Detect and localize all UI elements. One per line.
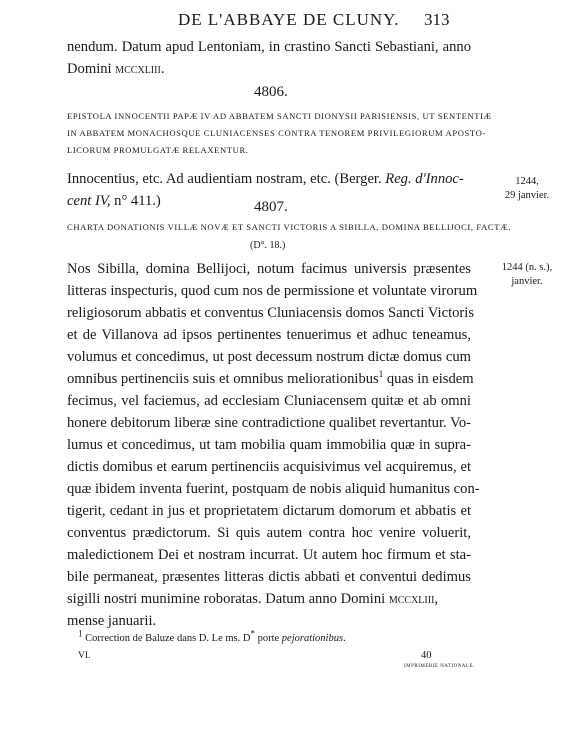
margin-note-year-4807: 1244 (n. s.), (501, 262, 553, 273)
margin-note-month-4807: janvier. (511, 276, 543, 287)
charter-line-4: et de Villanova ad ipsos pertinentes tenuerimus et adhuc teneamus, (67, 327, 471, 343)
charter-line-7: fecimus, vel faciemus, ad ecclesiam Cluniacensem quitæ et ab omni (67, 393, 471, 409)
entry-4806-heading-line-2: IN ABBATEM MONACHOSQUE CLUNIACENSES CONTRA TENOREM PRIVILEGIORUM APOSTO- (67, 128, 486, 138)
running-header-title: DE L'ABBAYE DE CLUNY. (178, 10, 400, 29)
entry-number-4807: 4807. (254, 199, 288, 215)
entry-4806-text-line-1: Innocentius, etc. Ad audientiam nostram, etc. (Berger. Reg. d'Innoc- (67, 171, 464, 187)
entry-4807-source: (D°. 18.) (250, 240, 286, 251)
footnote-reference: 1 (378, 369, 384, 380)
page-number: 313 (424, 10, 450, 29)
printer-imprint: IMPRIMERIE NATIONALE. (404, 664, 475, 669)
margin-note-year-4806: 1244, (515, 176, 539, 187)
charter-line-12: tigerit, cedant in jus et proprietatem dictarum domorum et abbatis et (67, 503, 471, 519)
continuation-line-2: Domini MCCXLIII. (67, 61, 165, 77)
footnote: 1 Correction de Baluze dans D. Le ms. D* porte pejorationibus. (78, 628, 346, 644)
charter-line-1: Nos Sibilla, domina Bellijoci, notum facimus universis præsentes (67, 261, 471, 277)
charter-last-line: mense januarii. (67, 613, 157, 629)
charter-line-15: bile permaneat, præsentes litteras dictis abbati et conventui dedimus (67, 569, 471, 585)
signature-number: 40 (421, 650, 432, 661)
entry-4806-heading-line-1: EPISTOLA INNOCENTII PAPÆ IV AD ABBATEM SANCTI DIONYSII PARISIENSIS, UT SENTENTIÆ (67, 111, 492, 121)
charter-line-16: sigilli nostri munimine roboratas. Datum anno Domini MCCXLIII, (67, 591, 439, 607)
entry-4806-heading-line-3: LICORUM PROMULGATÆ RELAXENTUR. (67, 145, 249, 155)
charter-line-8: honere debitorum liberæ sine contradictione qualibet revertantur. Vo- (67, 415, 471, 431)
charter-line-9: lumus et concedimus, ut tam mobilia quam immobilia quæ in supra- (67, 437, 471, 453)
entry-number-4806: 4806. (254, 84, 288, 100)
entry-4806-text-line-2: cent IV, n° 411.) (67, 193, 161, 209)
date-roman-numeral: MCCXLIII (115, 65, 161, 76)
continuation-line-1: nendum. Datum apud Lentoniam, in crastino Sancti Sebastiani, anno (67, 39, 471, 55)
charter-line-13: conventus prædictorum. Si quis autem contra hoc venire voluerit, (67, 525, 471, 541)
signature-volume: VI. (78, 651, 91, 661)
entry-4807-heading: CHARTA DONATIONIS VILLÆ NOVÆ ET SANCTI VICTORIS A SIBILLA, DOMINA BELLIJOCI, FACTÆ. (67, 222, 512, 232)
footnote-mark: 1 (78, 628, 83, 639)
charter-line-5: volumus et concedimus, ut post decessum nostrum dictæ domus cum (67, 349, 471, 365)
margin-note-date-4806: 29 janvier. (504, 190, 550, 201)
charter-line-6: omnibus pertinenciis suis et omnibus meliorationibus$^1$ quas in eisdem (67, 369, 474, 387)
charter-date-roman-numeral: MCCXLIII (388, 595, 435, 606)
charter-line-3: religiosorum abbatis et conventus Cluniacensis domos Sancti Victoris (67, 305, 475, 321)
charter-line-11: quæ ibidem inventa fuerint, postquam de nobis aliquid humanitus con- (67, 481, 480, 497)
charter-line-14: maledictionem Dei et nostram incurrat. Ut autem hoc firmum et sta- (67, 547, 471, 563)
charter-line-2: litteras inspecturis, quod cum nos de permissione et voluntate virorum (67, 283, 478, 299)
charter-line-10: dictis domibus et earum pertinenciis acquisivimus vel acquiremus, et (67, 459, 471, 475)
